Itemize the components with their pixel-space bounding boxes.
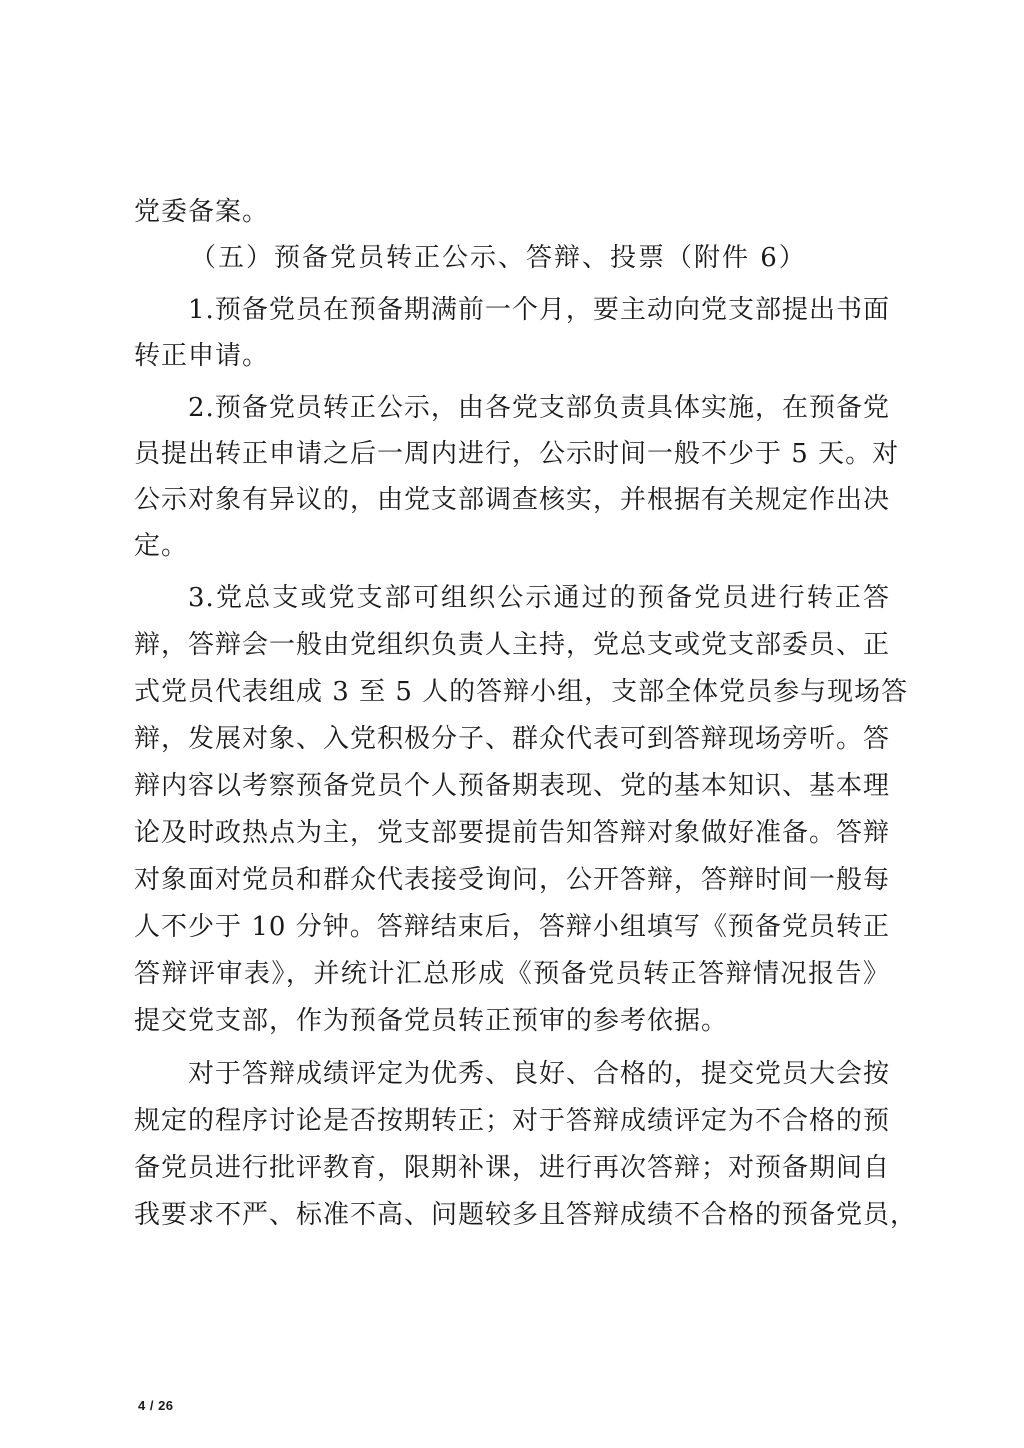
text-line: 定。	[134, 531, 189, 561]
text-line: 提交党支部，作为预备党员转正预审的参考依据。	[134, 1006, 729, 1036]
text-line: 公示对象有异议的，由党支部调查核实，并根据有关规定作出决	[134, 485, 891, 515]
text-line: 式党员代表组成 3 至 5 人的答辩小组，支部全体党员参与现场答	[134, 677, 909, 707]
text-line: 对象面对党员和群众代表接受询问，公开答辩，答辩时间一般每	[134, 865, 891, 895]
text-line: 转正申请。	[134, 341, 270, 371]
text-line: 我要求不严、标准不高、问题较多且答辩成绩不合格的预备党员，	[134, 1200, 918, 1230]
text-line: 辩，发展对象、入党积极分子、群众代表可到答辩现场旁听。答	[134, 724, 891, 754]
text-line: 人不少于 10 分钟。答辩结束后，答辩小组填写《预备党员转正	[134, 912, 890, 942]
section-heading: （五）预备党员转正公示、答辩、投票（附件 6）	[190, 243, 807, 273]
page-number: 4 / 26	[138, 1398, 174, 1413]
text-line: 答辩评审表》，并统计汇总形成《预备党员转正答辩情况报告》	[134, 959, 890, 989]
text-line: 备党员进行批评教育，限期补课，进行再次答辩；对预备期间自	[134, 1153, 891, 1183]
text-line: 3.党总支或党支部可组织公示通过的预备党员进行转正答	[188, 583, 890, 613]
text-line: 论及时政热点为主，党支部要提前告知答辩对象做好准备。答辩	[134, 818, 891, 848]
text-line: 辩，答辩会一般由党组织负责人主持，党总支或党支部委员、正	[134, 630, 891, 660]
text-line: 辩内容以考察预备党员个人预备期表现、党的基本知识、基本理	[134, 771, 891, 801]
text-line: 党委备案。	[134, 197, 270, 227]
text-line: 规定的程序讨论是否按期转正；对于答辩成绩评定为不合格的预	[134, 1106, 891, 1136]
text-line: 2.预备党员转正公示，由各党支部负责具体实施，在预备党	[188, 393, 890, 423]
text-line: 1.预备党员在预备期满前一个月，要主动向党支部提出书面	[188, 295, 890, 325]
text-line: 员提出转正申请之后一周内进行，公示时间一般不少于 5 天。对	[134, 439, 900, 469]
text-line: 对于答辩成绩评定为优秀、良好、合格的，提交党员大会按	[188, 1059, 891, 1089]
